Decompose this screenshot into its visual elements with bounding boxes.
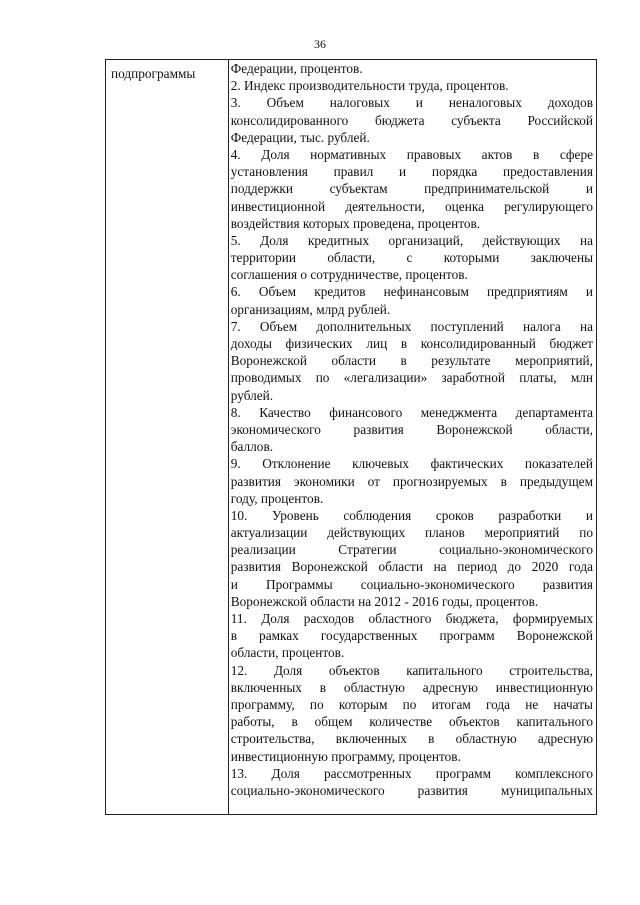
indicator-line: 4. Доля нормативных правовых актов в сфере <box>230 146 593 162</box>
indicator-line: проводимых по «легализации» заработной платы, млн <box>230 370 593 386</box>
indicator-line: 13. Доля рассмотренных программ комплексного <box>230 765 593 781</box>
page-number: 36 <box>314 37 326 51</box>
indicator-line: и Программы социально-экономического развития <box>230 576 593 592</box>
indicator-line: реализации Стратегии социально-экономического <box>230 542 593 558</box>
indicator-line: 3. Объем налоговых и неналоговых доходов <box>230 95 593 111</box>
indicator-paragraph <box>231 60 593 77</box>
indicator-line: Федерации, процентов. <box>230 61 363 76</box>
indicator-line: 11. Доля расходов областного бюджета, формируемых <box>230 611 593 626</box>
indicator-line: 9. Отклонение ключевых фактических показателей <box>230 456 593 472</box>
indicator-line: поддержки субъектам предпринимательской и <box>230 181 593 197</box>
indicator-line: консолидированного бюджета субъекта Российской <box>230 112 593 128</box>
indicator-line: 5. Доля кредитных организаций, действующих на <box>230 232 593 248</box>
indicator-paragraph <box>231 318 593 404</box>
indicator-line: 10. Уровень соблюдения сроков разработки и <box>230 507 593 523</box>
table-label-cell: подпрограммы <box>106 60 229 814</box>
indicator-paragraph <box>231 455 593 507</box>
indicator-paragraph <box>231 232 593 284</box>
indicator-line: рублей. <box>230 387 274 403</box>
indicator-line: в рамках государственных программ Воронежской <box>230 628 593 644</box>
passport-table <box>105 59 597 815</box>
indicator-line: работы, в общем количестве объектов капитального <box>230 714 593 730</box>
indicator-line: Воронежской области в результате мероприятий, <box>230 353 593 369</box>
indicator-line: программу, по которым по итогам года не начаты <box>230 696 593 712</box>
indicator-paragraph <box>231 662 593 765</box>
indicator-line: развития экономики от прогнозируемых в предыдущем <box>230 473 593 489</box>
indicator-line: развития Воронежской области на период до 2020 года <box>230 559 593 575</box>
indicator-line: области, процентов. <box>230 645 345 661</box>
indicator-line: году, процентов. <box>230 490 324 506</box>
indicators-cell <box>229 60 596 814</box>
indicator-paragraph <box>231 610 593 662</box>
indicator-line: баллов. <box>230 439 274 455</box>
indicator-paragraph <box>231 94 593 146</box>
indicator-paragraph <box>231 507 593 610</box>
indicator-line: организациям, млрд рублей. <box>230 301 391 317</box>
indicator-line: 6. Объем кредитов нефинансовым предприятиям и <box>230 284 593 300</box>
indicator-line: 8. Качество финансового менеджмента департамента <box>230 404 593 420</box>
indicator-line: территории области, с которыми заключены <box>230 250 593 266</box>
indicator-paragraph <box>231 77 593 94</box>
indicator-line: доходы физических лиц в консолидированный бюджет <box>230 336 593 351</box>
indicator-line: 2. Индекс производительности труда, процентов. <box>230 78 509 94</box>
indicator-line: воздействия которых проведена, процентов. <box>230 215 481 231</box>
indicator-line: инвестиционной деятельности, оценка регулирующего <box>230 198 593 214</box>
indicator-line: установления правил и порядка предоставления <box>230 164 593 180</box>
indicator-paragraph <box>231 765 593 799</box>
indicator-paragraph <box>231 146 593 232</box>
indicator-line: строительства, включенных в областную адресную <box>230 731 593 747</box>
indicator-line: Воронежской области на 2012 - 2016 годы, процентов. <box>230 593 539 609</box>
indicator-line: 7. Объем дополнительных поступлений налога на <box>230 318 593 334</box>
indicator-line: включенных в областную адресную инвестиционную <box>230 679 593 695</box>
indicator-line: соглашения о сотрудничестве, процентов. <box>230 267 468 283</box>
indicator-line: инвестиционную программу, процентов. <box>230 748 461 764</box>
indicator-line: Федерации, тыс. рублей. <box>230 129 370 145</box>
indicator-paragraph <box>231 404 593 456</box>
indicator-paragraph <box>231 283 593 317</box>
indicator-line: социально-экономического развития муниципальных <box>230 782 593 798</box>
indicator-line: экономического развития Воронежской области, <box>230 421 593 437</box>
indicator-line: 12. Доля объектов капитального строительства, <box>230 662 593 678</box>
indicator-line: актуализации действующих планов мероприятий по <box>230 525 593 541</box>
